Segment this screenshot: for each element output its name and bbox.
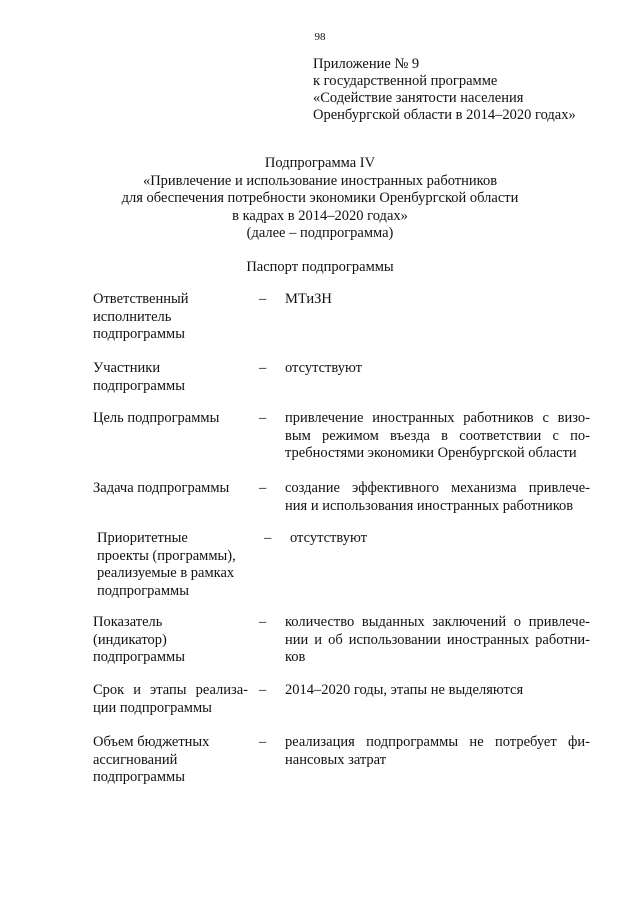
appendix-line: Оренбургской области в 2014–2020 годах» <box>313 107 576 123</box>
row-value <box>285 734 590 769</box>
row-label <box>93 410 248 428</box>
subprogram-title-line: для обеспечения потребности экономики Оренбургской области <box>121 190 519 206</box>
value-line: ния и использования иностранных работников <box>285 497 574 514</box>
label-line: подпрограммы <box>97 582 189 599</box>
label-line: Срок и этапы реализа- <box>93 682 248 698</box>
row-label <box>93 734 248 787</box>
value-line: создание эффективного механизма привлече- <box>285 480 590 496</box>
row-dash: – <box>259 614 267 630</box>
row-value <box>285 480 590 515</box>
value-line: нии и об использовании иностранных работни- <box>285 631 590 648</box>
row-dash: – <box>259 480 267 496</box>
subprogram-title-line: в кадрах в 2014–2020 годах» <box>232 207 408 224</box>
label-line: Цель подпрограммы <box>93 410 220 426</box>
label-line: ции подпрограммы <box>93 699 212 716</box>
label-line: Приоритетные <box>97 530 188 546</box>
row-value <box>290 530 595 548</box>
value-line: реализация подпрограммы не потребует фи- <box>285 734 590 750</box>
value-line: отсутствуют <box>290 530 367 546</box>
label-line: Показатель <box>93 614 163 630</box>
row-dash: – <box>264 530 272 546</box>
subprogram-title-line: «Привлечение и использование иностранных работников <box>142 172 498 189</box>
row-value <box>285 614 590 667</box>
subprogram-title-line: Подпрограмма IV <box>264 155 376 171</box>
label-line: реализуемые в рамках <box>97 565 235 581</box>
value-line: требностями экономики Оренбургской области <box>285 445 577 461</box>
row-label <box>93 291 248 344</box>
value-line: привлечение иностранных работников с визо- <box>285 410 590 426</box>
passport-title: Паспорт подпрограммы <box>246 259 394 275</box>
subprogram-title <box>0 155 640 243</box>
subprogram-title-line: (далее – подпрограмма) <box>246 225 394 241</box>
label-line: исполнитель <box>93 308 172 325</box>
label-line: подпрограммы <box>93 769 185 785</box>
label-line: Ответственный <box>93 291 189 307</box>
label-line: подпрограммы <box>93 377 185 394</box>
appendix-line: «Содействие занятости населения <box>313 90 524 106</box>
row-label <box>93 360 248 395</box>
value-line: количество выданных заключений о привлече- <box>285 614 590 630</box>
row-dash: – <box>259 682 267 698</box>
row-label <box>93 614 248 667</box>
value-line: вым режимом въезда в соответствии с по- <box>285 427 590 444</box>
row-dash: – <box>259 734 267 750</box>
row-value <box>285 410 590 463</box>
row-dash: – <box>259 360 267 376</box>
row-label <box>93 480 248 498</box>
row-dash: – <box>259 291 267 307</box>
row-label <box>93 682 248 717</box>
value-line: МТиЗН <box>285 291 332 307</box>
label-line: (индикатор) <box>93 631 167 648</box>
value-line: отсутствуют <box>285 360 362 376</box>
label-line: Задача подпрограммы <box>93 480 230 496</box>
label-line: подпрограммы <box>93 649 185 665</box>
value-line: ков <box>285 649 306 665</box>
row-label <box>97 530 257 600</box>
row-value <box>285 291 590 309</box>
page-number: 98 <box>314 31 326 43</box>
label-line: проекты (программы), <box>97 547 236 564</box>
row-value <box>285 360 590 378</box>
appendix-line: к государственной программе <box>313 73 498 89</box>
label-line: Объем бюджетных <box>93 734 210 750</box>
row-value <box>285 682 590 700</box>
appendix-header <box>313 56 633 124</box>
row-dash: – <box>259 410 267 426</box>
value-line: 2014–2020 годы, этапы не выделяются <box>285 682 524 698</box>
value-line: нансовых затрат <box>285 751 387 768</box>
label-line: Участники <box>93 360 161 376</box>
appendix-line: Приложение № 9 <box>313 56 420 72</box>
label-line: ассигнований <box>93 751 178 768</box>
label-line: подпрограммы <box>93 326 185 342</box>
